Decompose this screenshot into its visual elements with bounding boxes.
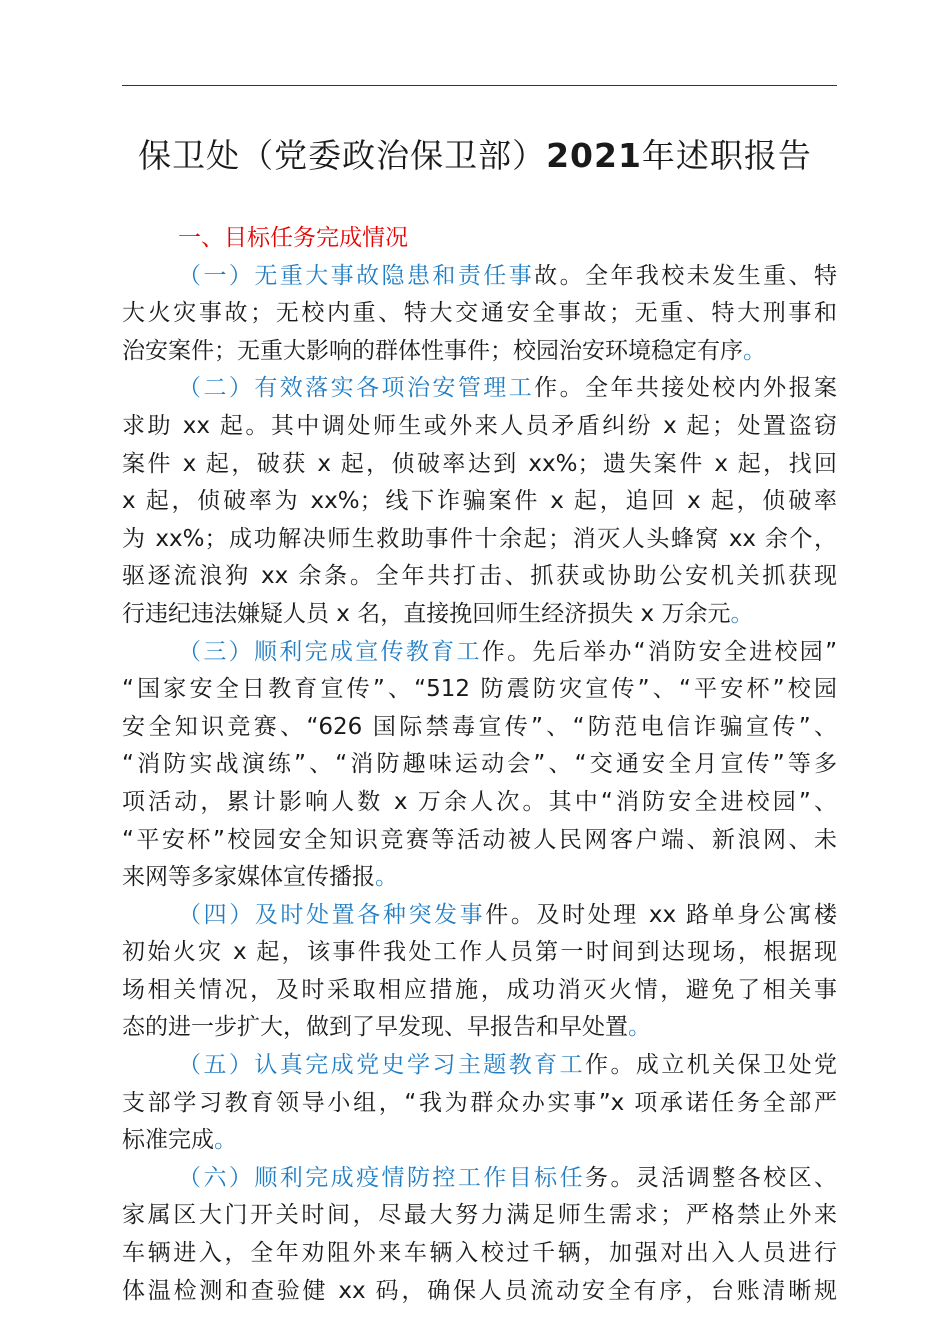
title-part: 年述职报告 [641, 136, 812, 175]
section-heading: 一、目标任务完成情况 [178, 225, 408, 251]
paragraph-2: （二）有效落实各项治安管理工作。全年共接处校内外报案 求助 xx 起。其中调处师生或外来人员矛盾纠纷 x 起；处置盗窃 案件 x 起，破获 x 起，侦破率达到 xx%；遗失案件 x 起，找回 x 起，侦破率为 xx%；线下诈骗案件 x 起，追回 x 起，侦破率 为 xx%；成功解决师生救助事件十余起；消灭人头蜂窝 xx 余个， 驱逐流浪狗 xx 余条。全年共打击、抓获或协助公安机关抓获现 行违纪违法嫌疑人员 x 名，直接挽回师生经济损失 x 万余元。 [122, 375, 837, 627]
paragraph-heading: （三）顺利完成宣传教育工 [178, 638, 482, 665]
paragraph-5: （五）认真完成党史学习主题教育工作。成立机关保卫处党 支部学习教育领导小组，“我为群众办实事”x 项承诺任务全部严 标准完成。 [122, 1052, 837, 1154]
header-rule [122, 85, 837, 86]
title-part: 保卫处（党委政治保卫部） [138, 136, 547, 175]
paragraph-3: （三）顺利完成宣传教育工作。先后举办“消防安全进校园” “国家安全日教育宣传”、“512 防震防灾宣传”、“平安杯”校园 安全知识竞赛、“626 国际禁毒宣传”、“防范电信诈骗宣传”、 “消防实战演练”、“消防趣味运动会”、“交通安全月宣传”等多 项活动，累计影响人数 x 万余人次。其中“消防安全进校园”、 “平安杯”校园安全知识竞赛等活动被人民网客户端、新浪网、未 来网等多家媒体宣传播报。 [122, 638, 837, 891]
paragraph-heading: （一）无重大事故隐患和责任事 [178, 262, 535, 289]
paragraph-6: （六）顺利完成疫情防控工作目标任务。灵活调整各校区、 家属区大门开关时间，尽最大努力满足师生需求；严格禁止外来 车辆进入，全年劝阻外来车辆入校过千辆，加强对出入人员进行 体温检测和查验健 xx 码，确保人员流动安全有序，台账清晰规 [122, 1164, 837, 1304]
document-body [122, 220, 837, 1310]
title-year: 2021 [546, 136, 642, 175]
paragraph-1: （一）无重大事故隐患和责任事故。全年我校未发生重、特 大火灾事故；无校内重、特大交通安全事故；无重、特大刑事和 治安案件；无重大影响的群体性事件；校园治安环境稳定有序。 [122, 262, 837, 364]
paragraph-heading: （六）顺利完成疫情防控工作目标任 [178, 1164, 586, 1191]
page-title [0, 130, 950, 177]
paragraph-heading: （二）有效落实各项治安管理工 [178, 375, 535, 402]
paragraph-heading: （五）认真完成党史学习主题教育工 [178, 1052, 586, 1079]
paragraph-4: （四）及时处置各种突发事件。及时处理 xx 路单身公寓楼 初始火灾 x 起，该事件我处工作人员第一时间到达现场，根据现 场相关情况，及时采取相应措施，成功消灭火情，避免了相关事 态的进一步扩大，做到了早发现、早报告和早处置。 [122, 901, 837, 1041]
paragraph-heading: （四）及时处置各种突发事 [178, 901, 486, 928]
